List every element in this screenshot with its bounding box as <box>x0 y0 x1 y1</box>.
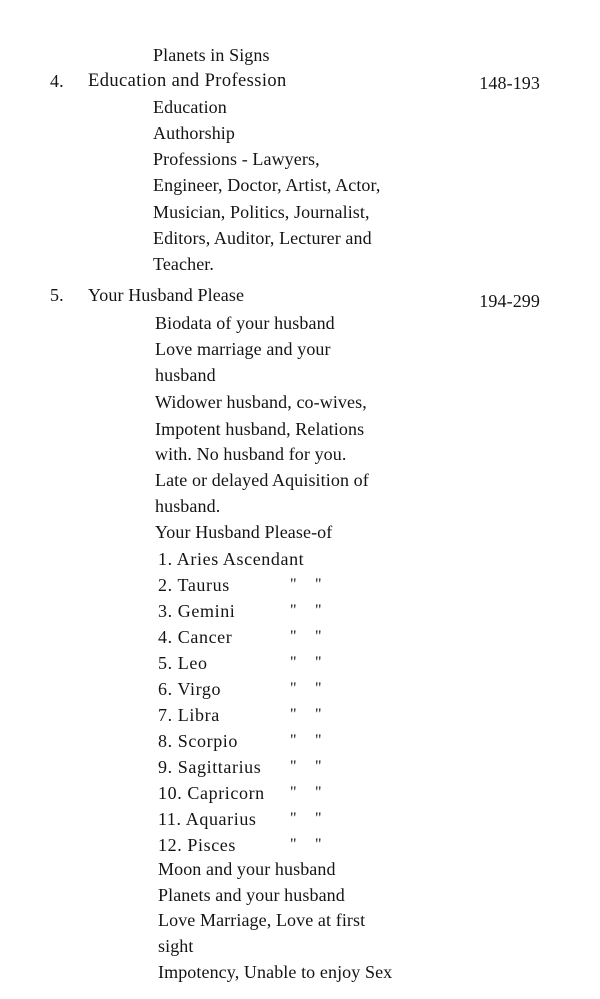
sub-item: Education <box>153 97 227 117</box>
sign-item: 12. Pisces <box>158 835 236 855</box>
entry-number: 5. <box>50 285 64 305</box>
sign-item: 3. Gemini <box>158 601 236 621</box>
ditto-mark: " <box>315 576 322 593</box>
sign-item: 7. Libra <box>158 705 220 725</box>
ditto-mark: " <box>315 758 322 775</box>
ditto-mark: " <box>315 732 322 749</box>
sub-item: Musician, Politics, Journalist, <box>153 202 370 222</box>
sub-item: Impotency, Unable to enjoy Sex <box>158 962 393 982</box>
sub-item: Editors, Auditor, Lecturer and <box>153 228 372 248</box>
sub-item: husband. <box>155 496 221 516</box>
ditto-mark: " <box>290 706 297 723</box>
sub-item: Moon and your husband <box>158 859 336 879</box>
sub-item: Late or delayed Aquisition of <box>155 470 369 490</box>
sub-item: Love marriage and your <box>155 339 331 359</box>
ditto-mark: " <box>315 628 322 645</box>
ditto-mark: " <box>290 758 297 775</box>
sign-item: 5. Leo <box>158 653 208 673</box>
entry-title: Your Husband Please <box>88 285 245 305</box>
sub-item: Planets and your husband <box>158 885 345 905</box>
carry-over-item: Planets in Signs <box>153 45 270 65</box>
ditto-mark: " <box>315 836 322 853</box>
ditto-mark: " <box>290 836 297 853</box>
sub-item: Authorship <box>153 123 235 143</box>
sub-item: Widower husband, co-wives, <box>155 392 367 412</box>
sign-item: 8. Scorpio <box>158 731 238 751</box>
sign-item: 2. Taurus <box>158 575 230 595</box>
sign-item: 10. Capricorn <box>158 783 265 803</box>
entry-number: 4. <box>50 71 64 91</box>
entry-page-range: 148-193 <box>479 73 540 93</box>
ditto-mark: " <box>290 628 297 645</box>
ditto-mark: " <box>315 602 322 619</box>
sign-item: 11. Aquarius <box>158 809 257 829</box>
ditto-mark: " <box>290 602 297 619</box>
sub-item: Teacher. <box>153 254 214 274</box>
ditto-mark: " <box>315 680 322 697</box>
ditto-mark: " <box>290 654 297 671</box>
entry-title: Education and Profession <box>88 71 287 91</box>
entry-page-range: 194-299 <box>479 291 540 311</box>
sign-item: 4. Cancer <box>158 627 233 647</box>
sub-item: Professions - Lawyers, <box>153 149 320 169</box>
sub-item: Engineer, Doctor, Artist, Actor, <box>153 175 381 195</box>
sub-item: husband <box>155 365 216 385</box>
ditto-mark: " <box>290 784 297 801</box>
sub-item: sight <box>158 936 194 956</box>
sub-item: Biodata of your husband <box>155 313 335 333</box>
sign-item: 9. Sagittarius <box>158 757 262 777</box>
ditto-mark: " <box>290 810 297 827</box>
sign-item: 6. Virgo <box>158 679 222 699</box>
sub-item: Love Marriage, Love at first <box>158 910 366 930</box>
ditto-mark: " <box>315 784 322 801</box>
sub-item: Impotent husband, Relations <box>155 419 365 439</box>
ditto-mark: " <box>315 654 322 671</box>
ditto-mark: " <box>290 680 297 697</box>
ditto-mark: " <box>315 706 322 723</box>
sign-item: 1. Aries Ascendant <box>158 549 305 569</box>
ditto-mark: " <box>290 732 297 749</box>
sub-item: Your Husband Please-of <box>155 522 333 542</box>
ditto-mark: " <box>315 810 322 827</box>
ditto-mark: " <box>290 576 297 593</box>
sub-item: with. No husband for you. <box>155 444 347 464</box>
